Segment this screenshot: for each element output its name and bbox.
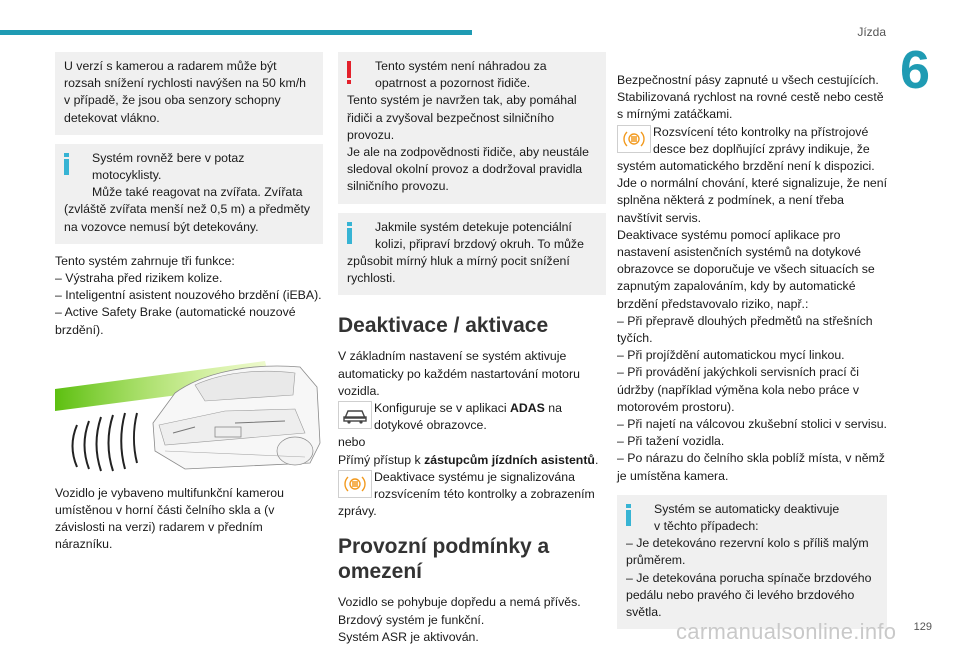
list-item: – Při provádění jakýchkoli servisních prací či údržby (například výměna kola nebo práce v motorovém prostoru). — [617, 365, 859, 414]
info-text-rest: (zvláště zvířata menší než 0,5 m) a předměty na vozovce nemusí být detekovány. — [64, 202, 311, 234]
deactivation-text: V základním nastavení se systém aktivuje automaticky po každém nastartování motoru vozidla. — [338, 349, 580, 398]
info-box-brake-circuit — [338, 213, 606, 296]
heading-conditions: Provozní podmínky a omezení — [338, 535, 550, 584]
info-text-second: Může také reagovat na zvířata. Zvířata — [92, 185, 303, 200]
info-text-second: v těchto případech: — [654, 519, 759, 534]
column-3 — [617, 52, 887, 638]
function-item: – Active Safety Brake (automatické nouzové brzdění). — [55, 305, 296, 337]
list-item: – Při projíždění automatickou mycí linkou. — [617, 348, 845, 363]
warning-box — [338, 52, 606, 204]
signal-text-rest: zprávy. — [338, 504, 377, 519]
lamp-row — [617, 124, 887, 158]
car-settings-icon — [338, 401, 372, 429]
column-2 — [338, 52, 606, 646]
warning-icon — [347, 61, 352, 85]
condition-item: Vozidlo se pohybuje dopředu a nemá přívěs. — [338, 595, 581, 610]
adas-text-pre: Konfiguruje se v aplikaci — [374, 401, 507, 416]
heading-deactivation: Deaktivace / aktivace — [338, 314, 549, 338]
adas-text-post: na dotykové obrazovce. — [374, 401, 562, 433]
signal-text-first: Deaktivace systému je signalizována — [374, 469, 575, 484]
info-text-first: Systém rovněž bere v potaz motocyklisty. — [92, 150, 245, 183]
direct-access-pre: Přímý přístup k — [338, 452, 421, 467]
lamp-text-second: desce bez doplňující zprávy indikuje, že — [653, 141, 870, 156]
list-item: – Při najetí na válcovou zkušební stolici v servisu. — [617, 417, 887, 432]
info-text-first: Jakmile systém detekuje potenciální — [375, 219, 572, 234]
lamp-text-rest: systém automatického brzdění není k dispozici. — [617, 159, 875, 174]
or-text: nebo — [338, 435, 366, 450]
function-item: – Výstraha před rizikem kolize. — [55, 271, 223, 286]
brake-warning-lamp-icon — [617, 125, 651, 153]
deactivation-recommendation: Deaktivace systému pomocí aplikace pro nastavení asistenčních systémů na dotykové obrazovce se doporučuje ve všech situacích se zapnutým zapalováním, kdy by automatické brzdění představovalo riziko, např.: — [617, 227, 875, 311]
warning-text-rest2: Je ale na zodpovědnosti řidiče, aby neustále sledoval okolní provoz a dodržoval pravidla silničního provozu. — [347, 145, 589, 194]
condition-item: Systém ASR je aktivován. — [338, 629, 479, 644]
warning-text-rest: Tento systém je navržen tak, aby pomáhal řidiči a zvyšoval bezpečnost silničního provozu. — [347, 93, 577, 142]
list-item: – Při tažení vozidla. — [617, 434, 725, 449]
function-item: – Inteligentní asistent nouzového brzdění (iEBA). — [55, 288, 322, 303]
info-list-item: – Je detekováno rezervní kolo s příliš malým průměrem. — [626, 536, 869, 568]
signal-text-second: rozsvícením této kontrolky a zobrazením — [374, 487, 595, 502]
chapter-number: 6 — [900, 40, 931, 100]
warning-text-second: opatrnost a pozornost řidiče. — [375, 76, 531, 91]
watermark: carmanualsonline.info — [676, 618, 897, 644]
functions-intro: Tento systém zahrnuje tři funkce: — [55, 253, 235, 268]
info-box-motorcyclists — [55, 144, 323, 244]
note-text: U verzí s kamerou a radarem může být rozsah snížení rychlosti navýšen na 50 km/h v případě, že jsou oba senzory schopny detekovat vlákno. — [64, 59, 306, 125]
info-text-first: Systém se automaticky deaktivuje — [654, 501, 840, 516]
adas-config-row — [338, 400, 606, 434]
section-name: Jízda — [857, 25, 886, 39]
info-icon — [347, 222, 352, 244]
brake-warning-lamp-icon — [338, 470, 372, 498]
direct-access-bold: zástupcům jízdních asistentů — [424, 452, 595, 467]
header-accent-bar — [0, 30, 472, 35]
info-text-second: kolizi, připraví brzdový okruh. To může — [375, 236, 584, 251]
condition-item: Brzdový systém je funkční. — [338, 612, 485, 627]
adas-app-name: ADAS — [510, 401, 545, 416]
condition-speed: Stabilizovaná rychlost na rovné cestě nebo cestě s mírnými zatáčkami. — [617, 90, 884, 122]
info-icon — [64, 153, 69, 175]
info-list-item: – Je detekována porucha spínače brzdového pedálu nebo pravého či levého brzdového světla. — [626, 570, 872, 620]
direct-access-post: . — [594, 452, 599, 467]
info-icon — [626, 504, 631, 526]
info-box-auto-deactivation — [617, 495, 887, 629]
car-illustration — [55, 353, 323, 475]
lamp-text-first: Rozsvícení této kontrolky na přístrojové — [653, 124, 869, 139]
column-1 — [55, 52, 323, 554]
deactivation-signal-row — [338, 469, 606, 503]
page-number: 129 — [913, 620, 932, 633]
warning-text-first: Tento systém není náhradou za — [375, 59, 547, 73]
illustration-caption: Vozidlo je vybaveno multifunkční kamerou umístěnou v horní části čelního skla a (v závislosti na verzi) radarem v předním nárazníku. — [55, 485, 284, 552]
note-box-speed — [55, 52, 323, 135]
list-item: – Při přepravě dlouhých předmětů na střešních tyčích. — [617, 313, 873, 346]
list-item: – Po nárazu do čelního skla poblíž místa, v němž je umístěna kamera. — [617, 451, 885, 483]
radar-waves-icon — [73, 413, 138, 471]
car-camera-radar-illustration — [55, 353, 323, 475]
condition-seatbelts: Bezpečnostní pásy zapnuté u všech cestujících. — [617, 73, 879, 87]
normal-behaviour-text: Jde o normální chování, které signalizuje, že není splněna některá z podmínek, a není třeba navštívit servis. — [617, 176, 888, 225]
info-text-rest: způsobit mírný hluk a mírný pocit snížení rychlosti. — [347, 254, 570, 286]
